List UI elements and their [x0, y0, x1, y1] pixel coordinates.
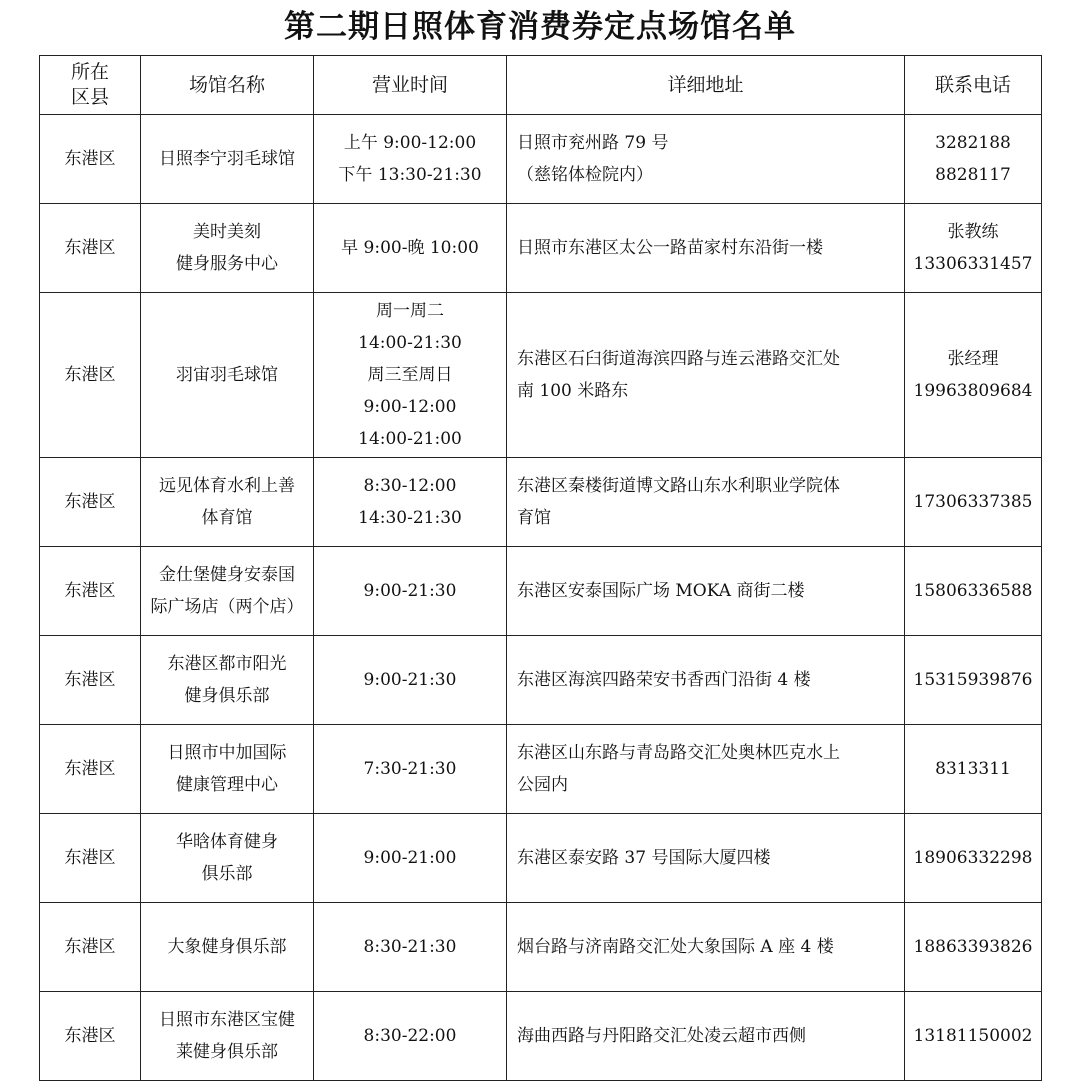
venue-name-cell-line: 健康管理中心 — [176, 775, 278, 795]
venue-name-cell — [141, 293, 314, 458]
table-row — [40, 814, 1042, 903]
hours-cell-line: 9:00-12:00 — [363, 397, 457, 417]
table-row — [40, 725, 1042, 814]
hours-cell — [314, 725, 507, 814]
page-title: 第二期日照体育消费券定点场馆名单 — [284, 9, 796, 45]
district-cell: 东港区 — [40, 293, 141, 458]
address-cell — [507, 204, 905, 293]
address-cell — [507, 814, 905, 903]
address-cell-line: 公园内 — [517, 775, 568, 795]
district-cell: 东港区 — [40, 204, 141, 293]
venue-name-cell-line: 体育馆 — [201, 508, 253, 528]
district-cell: 东港区 — [40, 903, 141, 992]
phone-cell — [905, 814, 1042, 903]
address-cell-line: 东港区山东路与青岛路交汇处奥林匹克水上 — [517, 743, 840, 763]
venue-name-cell — [141, 992, 314, 1081]
address-cell-line: 烟台路与济南路交汇处大象国际 A 座 4 楼 — [517, 937, 834, 957]
address-cell-line: 东港区海滨四路荣安书香西门沿街 4 楼 — [517, 670, 811, 690]
district-cell: 东港区 — [40, 992, 141, 1081]
hours-cell-line: 14:00-21:00 — [358, 429, 462, 449]
table-row — [40, 547, 1042, 636]
address-cell-line: 育馆 — [517, 508, 551, 528]
venue-name-cell — [141, 547, 314, 636]
table-body — [40, 115, 1042, 1081]
phone-cell-line: 3282188 — [935, 133, 1011, 153]
phone-cell-line: 15315939876 — [913, 670, 1033, 690]
hours-cell-line: 9:00-21:00 — [363, 848, 457, 868]
address-cell-line: 东港区安泰国际广场 MOKA 商街二楼 — [517, 581, 805, 601]
address-cell-line: 东港区泰安路 37 号国际大厦四楼 — [517, 848, 771, 868]
phone-cell — [905, 115, 1042, 204]
hours-cell — [314, 814, 507, 903]
venue-name-cell-line: 日照李宁羽毛球馆 — [159, 149, 295, 169]
venue-table — [39, 55, 1042, 1081]
address-cell — [507, 293, 905, 458]
phone-cell-line: 8313311 — [935, 759, 1011, 779]
address-cell — [507, 636, 905, 725]
hours-cell-line: 9:00-21:30 — [363, 581, 457, 601]
hours-cell — [314, 636, 507, 725]
hours-cell-line: 7:30-21:30 — [363, 759, 457, 779]
phone-cell-line: 张经理 — [947, 349, 999, 369]
header-venue: 场馆名称 — [141, 56, 314, 115]
table-row — [40, 458, 1042, 547]
district-cell: 东港区 — [40, 725, 141, 814]
phone-cell-line: 18863393826 — [913, 937, 1033, 957]
header-phone: 联系电话 — [905, 56, 1042, 115]
phone-cell-line: 张教练 — [947, 222, 999, 242]
hours-cell-line: 9:00-21:30 — [363, 670, 457, 690]
venue-name-cell — [141, 204, 314, 293]
address-cell — [507, 458, 905, 547]
phone-cell — [905, 636, 1042, 725]
address-cell-line: 日照市兖州路 79 号 — [517, 133, 669, 153]
phone-cell — [905, 992, 1042, 1081]
district-cell: 东港区 — [40, 547, 141, 636]
phone-cell — [905, 204, 1042, 293]
phone-cell — [905, 458, 1042, 547]
venue-name-cell-line: 俱乐部 — [201, 864, 253, 884]
hours-cell-line: 14:30-21:30 — [358, 508, 462, 528]
phone-cell-line: 19963809684 — [913, 381, 1033, 401]
address-cell — [507, 903, 905, 992]
venue-name-cell-line: 华晗体育健身 — [176, 832, 278, 852]
venue-name-cell-line: 健身服务中心 — [176, 254, 278, 274]
table-row — [40, 992, 1042, 1081]
phone-cell-line: 18906332298 — [913, 848, 1033, 868]
hours-cell-line: 14:00-21:30 — [358, 333, 462, 353]
district-cell: 东港区 — [40, 636, 141, 725]
table-row — [40, 204, 1042, 293]
hours-cell-line: 上午 9:00-12:00 — [343, 133, 477, 153]
venue-name-cell — [141, 115, 314, 204]
venue-name-cell — [141, 725, 314, 814]
address-cell-line: （慈铭体检院内） — [517, 165, 653, 185]
hours-cell — [314, 204, 507, 293]
address-cell — [507, 725, 905, 814]
venue-name-cell-line: 日照市东港区宝健 — [159, 1010, 295, 1030]
header-district: 所在 区县 — [40, 56, 141, 115]
address-cell — [507, 547, 905, 636]
venue-name-cell — [141, 814, 314, 903]
address-cell — [507, 992, 905, 1081]
phone-cell — [905, 547, 1042, 636]
hours-cell-line: 8:30-22:00 — [363, 1026, 457, 1046]
phone-cell-line: 13306331457 — [913, 254, 1033, 274]
district-cell: 东港区 — [40, 458, 141, 547]
hours-cell-line: 周三至周日 — [367, 365, 453, 385]
venue-name-cell-line: 大象健身俱乐部 — [167, 937, 287, 957]
phone-cell-line: 15806336588 — [913, 581, 1033, 601]
hours-cell — [314, 115, 507, 204]
address-cell-line: 东港区秦楼街道博文路山东水利职业学院体 — [517, 476, 840, 496]
venue-name-cell-line: 际广场店（两个店） — [150, 597, 304, 617]
phone-cell — [905, 293, 1042, 458]
address-cell-line: 海曲西路与丹阳路交汇处凌云超市西侧 — [517, 1026, 806, 1046]
phone-cell — [905, 725, 1042, 814]
address-cell — [507, 115, 905, 204]
table-row — [40, 115, 1042, 204]
phone-cell-line: 8828117 — [935, 165, 1011, 185]
venue-name-cell-line: 莱健身俱乐部 — [176, 1042, 278, 1062]
hours-cell-line: 早 9:00-晚 10:00 — [341, 238, 479, 258]
district-cell: 东港区 — [40, 814, 141, 903]
hours-cell — [314, 293, 507, 458]
hours-cell — [314, 992, 507, 1081]
venue-name-cell-line: 东港区都市阳光 — [167, 654, 287, 674]
venue-name-cell-line: 金仕堡健身安泰国 — [159, 565, 295, 585]
table-row — [40, 636, 1042, 725]
venue-name-cell-line: 健身俱乐部 — [184, 686, 270, 706]
hours-cell-line: 8:30-21:30 — [363, 937, 457, 957]
header-address: 详细地址 — [507, 56, 905, 115]
phone-cell — [905, 903, 1042, 992]
header-hours: 营业时间 — [314, 56, 507, 115]
venue-name-cell — [141, 903, 314, 992]
venue-name-cell-line: 羽宙羽毛球馆 — [176, 365, 278, 385]
venue-name-cell-line: 日照市中加国际 — [167, 743, 287, 763]
phone-cell-line: 17306337385 — [913, 492, 1033, 512]
address-cell-line: 日照市东港区太公一路苗家村东沿街一楼 — [517, 238, 823, 258]
venue-name-cell-line: 远见体育水利上善 — [159, 476, 295, 496]
table-row — [40, 293, 1042, 458]
hours-cell — [314, 458, 507, 547]
district-cell: 东港区 — [40, 115, 141, 204]
hours-cell — [314, 903, 507, 992]
address-cell-line: 东港区石臼街道海滨四路与连云港路交汇处 — [517, 349, 840, 369]
hours-cell-line: 下午 13:30-21:30 — [338, 165, 482, 185]
hours-cell-line: 周一周二 — [376, 301, 444, 321]
table-row — [40, 903, 1042, 992]
venue-name-cell-line: 美时美刻 — [193, 222, 261, 242]
hours-cell — [314, 547, 507, 636]
table-header-row — [40, 56, 1042, 115]
address-cell-line: 南 100 米路东 — [517, 381, 629, 401]
hours-cell-line: 8:30-12:00 — [363, 476, 457, 496]
venue-name-cell — [141, 458, 314, 547]
venue-name-cell — [141, 636, 314, 725]
phone-cell-line: 13181150002 — [913, 1026, 1033, 1046]
